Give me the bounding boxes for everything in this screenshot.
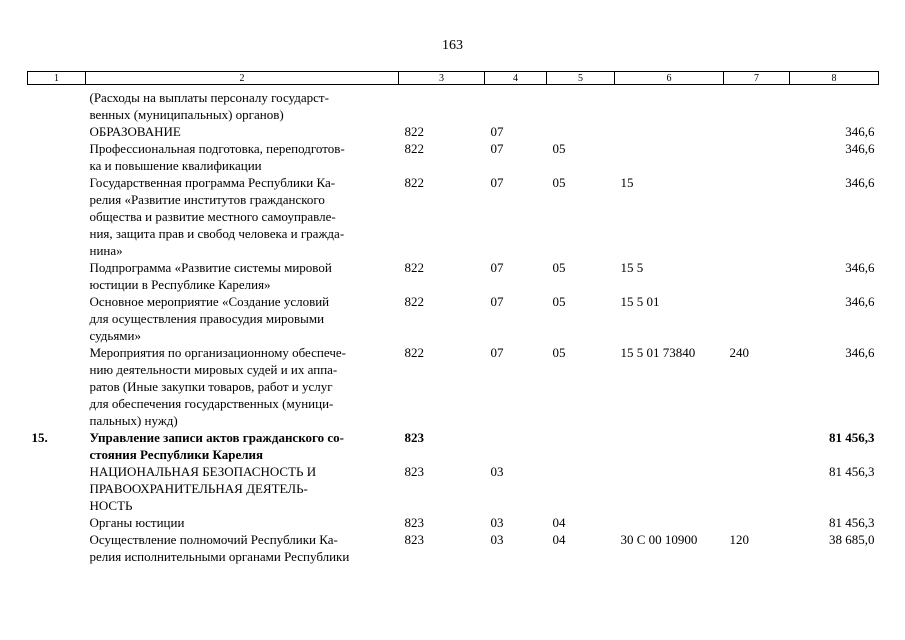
row-name: Государственная программа Республики Ка- релия «Развитие институтов гражданского общества и развитие местного самоуправле- ния, защита прав и свобод человека и гражда- нина»: [89, 174, 345, 258]
target-article-code: [615, 429, 724, 463]
row-number: [28, 140, 86, 174]
row-name: Мероприятия по организационному обеспече- нию деятельности мировых судей и их аппа- ратов (Иные закупки товаров, работ и услуг для обеспечения государственных (муници- пальных) нужд): [89, 344, 346, 428]
amount: 346,6: [845, 174, 875, 190]
table-row: [28, 344, 879, 429]
row-name: Основное мероприятие «Создание условий для осуществления правосудия мировыми судьями»: [89, 293, 330, 343]
section-code: 07: [490, 140, 504, 156]
admin-code: 822: [404, 344, 424, 360]
row-number: [28, 174, 86, 259]
row-name: Подпрограмма «Развитие системы мировой юстиции в Республике Карелия»: [89, 259, 332, 292]
table-row: [28, 123, 879, 140]
subsection-code: 04: [552, 514, 566, 530]
admin-code: [399, 89, 485, 123]
expense-type-code: [724, 514, 790, 531]
admin-code: 823: [404, 463, 424, 479]
target-article-code: 30 С 00 10900: [620, 531, 698, 547]
subsection-code: 05: [552, 344, 566, 360]
admin-code: 823: [404, 429, 424, 445]
expense-type-code: [724, 174, 790, 259]
column-header-5: 5: [547, 72, 615, 85]
row-number: 15.: [31, 429, 48, 445]
amount: 346,6: [845, 259, 875, 275]
table-row: [28, 531, 879, 565]
target-article-code: [615, 89, 724, 123]
amount: 346,6: [845, 123, 875, 139]
subsection-code: [547, 463, 615, 514]
section-code: 07: [490, 123, 504, 139]
page-number: 163: [442, 38, 463, 53]
admin-code: 823: [404, 514, 424, 530]
row-number: [28, 259, 86, 293]
expense-type-code: [724, 259, 790, 293]
column-header-7: 7: [724, 72, 790, 85]
row-number: [28, 463, 86, 514]
amount: [790, 89, 879, 123]
column-header-8: 8: [790, 72, 879, 85]
admin-code: 822: [404, 123, 424, 139]
expense-type-code: 120: [729, 531, 749, 547]
admin-code: 822: [404, 174, 424, 190]
target-article-code: [615, 463, 724, 514]
row-number: [28, 123, 86, 140]
table-row: [28, 259, 879, 293]
column-header-4: 4: [485, 72, 547, 85]
column-header-1: 1: [28, 72, 86, 85]
header-row: [28, 72, 879, 85]
target-article-code: [615, 123, 724, 140]
row-name: Управление записи актов гражданского со- стояния Республики Карелия: [89, 429, 344, 462]
table-row: [28, 463, 879, 514]
section-code: 07: [490, 174, 504, 190]
subsection-code: 05: [552, 259, 566, 275]
expense-type-code: 240: [729, 344, 749, 360]
subsection-code: 05: [552, 174, 566, 190]
section-code: [485, 429, 547, 463]
admin-code: 823: [404, 531, 424, 547]
section-code: 07: [490, 344, 504, 360]
row-name: Профессиональная подготовка, переподготов- ка и повышение квалификации: [89, 140, 345, 173]
row-name: Осуществление полномочий Республики Ка- релия исполнительными органами Республики: [89, 531, 350, 564]
table-row: [28, 293, 879, 344]
row-number: [28, 293, 86, 344]
table-row: [28, 89, 879, 123]
section-code: 03: [490, 531, 504, 547]
amount: 81 456,3: [829, 514, 875, 530]
row-number: [28, 344, 86, 429]
expense-type-code: [724, 293, 790, 344]
amount: 346,6: [845, 293, 875, 309]
amount: 81 456,3: [829, 429, 875, 445]
target-article-code: [615, 140, 724, 174]
table-row: [28, 140, 879, 174]
expense-type-code: [724, 140, 790, 174]
subsection-code: 05: [552, 293, 566, 309]
column-header-3: 3: [399, 72, 485, 85]
row-name: ОБРАЗОВАНИЕ: [89, 123, 181, 139]
admin-code: 822: [404, 140, 424, 156]
row-number: [28, 89, 86, 123]
expense-type-code: [724, 463, 790, 514]
row-name: Органы юстиции: [89, 514, 185, 530]
target-article-code: 15 5 01: [620, 293, 660, 309]
subsection-code: [547, 89, 615, 123]
section-code: [485, 89, 547, 123]
section-code: 07: [490, 293, 504, 309]
table-header: [28, 72, 879, 85]
column-header-2: 2: [86, 72, 399, 85]
amount: 346,6: [845, 140, 875, 156]
subsection-code: 05: [552, 140, 566, 156]
row-number: [28, 514, 86, 531]
section-code: 03: [490, 463, 504, 479]
subsection-code: [547, 429, 615, 463]
column-header-6: 6: [615, 72, 724, 85]
table-row: [28, 429, 879, 463]
section-code: 07: [490, 259, 504, 275]
admin-code: 822: [404, 259, 424, 275]
table-body: [28, 85, 879, 565]
target-article-code: 15 5: [620, 259, 644, 275]
amount: 81 456,3: [829, 463, 875, 479]
budget-table: [27, 71, 879, 565]
table-row: [28, 514, 879, 531]
expense-type-code: [724, 429, 790, 463]
row-name: НАЦИОНАЛЬНАЯ БЕЗОПАСНОСТЬ И ПРАВООХРАНИТЕЛЬНАЯ ДЕЯТЕЛЬ- НОСТЬ: [89, 463, 317, 513]
amount: 346,6: [845, 344, 875, 360]
subsection-code: [547, 123, 615, 140]
admin-code: 822: [404, 293, 424, 309]
expense-type-code: [724, 89, 790, 123]
subsection-code: 04: [552, 531, 566, 547]
row-number: [28, 531, 86, 565]
section-code: 03: [490, 514, 504, 530]
table-row: [28, 174, 879, 259]
expense-type-code: [724, 123, 790, 140]
row-name: (Расходы на выплаты персоналу государст- венных (муниципальных) органов): [89, 89, 329, 122]
target-article-code: 15: [620, 174, 634, 190]
amount: 38 685,0: [829, 531, 875, 547]
target-article-code: 15 5 01 73840: [620, 344, 696, 360]
target-article-code: [615, 514, 724, 531]
